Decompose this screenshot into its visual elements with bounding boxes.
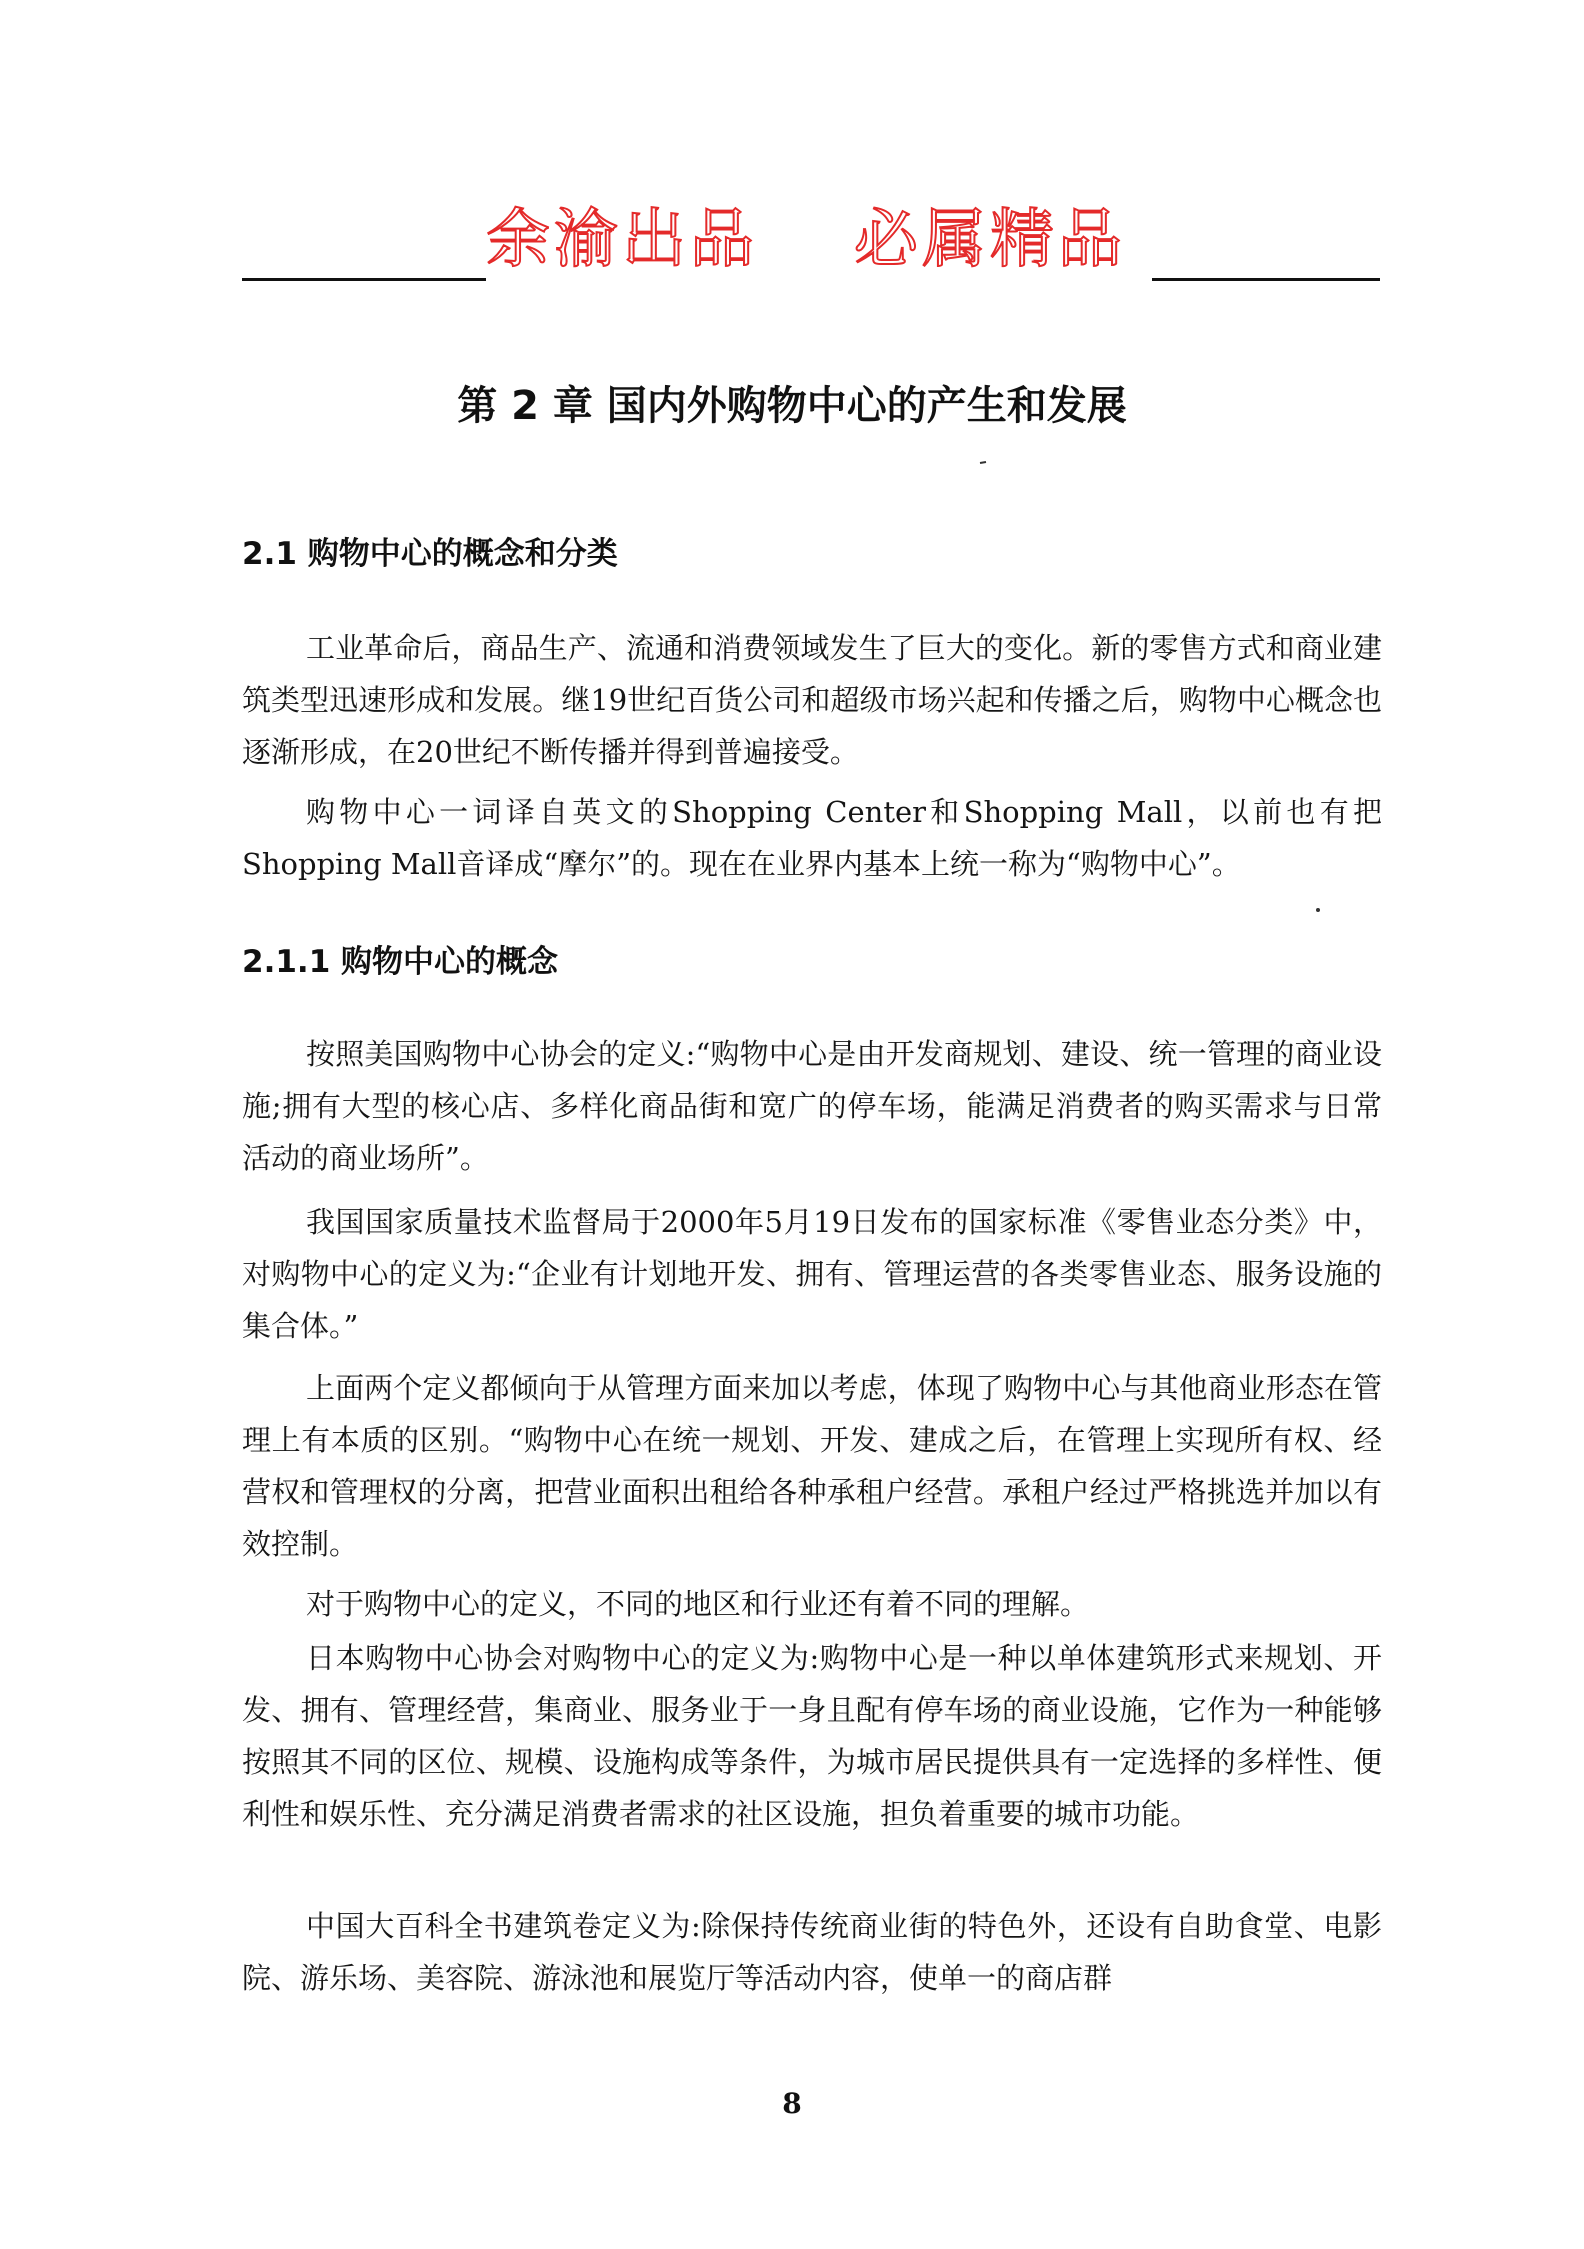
section-heading-2-1-1: 2.1.1 购物中心的概念 <box>242 944 559 980</box>
chapter-title: 第 2 章 国内外购物中心的产生和发展 <box>457 383 1127 429</box>
header-rule-right <box>1152 278 1380 281</box>
scan-speck <box>980 462 986 463</box>
watermark-text-left: 余渝出品 <box>486 203 758 277</box>
watermark-text-right: 必属精品 <box>854 203 1126 277</box>
section-heading-2-1: 2.1 购物中心的概念和分类 <box>242 536 618 572</box>
page-number: 8 <box>782 2087 802 2120</box>
header-rule-left <box>242 278 486 281</box>
header-watermark <box>242 200 1382 292</box>
paragraph: 购物中心一词译自英文的Shopping Center和Shopping Mall，以前也有把Shopping Mall音译成“摩尔”的。现在在业界内基本上统一称为“购物中心”。 <box>242 795 1382 881</box>
paragraph: 对于购物中心的定义，不同的地区和行业还有着不同的理解。 <box>306 1587 1090 1621</box>
paragraph: 上面两个定义都倾向于从管理方面来加以考虑，体现了购物中心与其他商业形态在管理上有本质的区别。“购物中心在统一规划、开发、建成之后，在管理上实现所有权、经营权和管理权的分离，把营业面积出租给各种承租户经营。承租户经过严格挑选并加以有效控制。 <box>242 1371 1382 1561</box>
paragraph: 按照美国购物中心协会的定义:“购物中心是由开发商规划、建设、统一管理的商业设施;拥有大型的核心店、多样化商品街和宽广的停车场，能满足消费者的购买需求与日常活动的商业场所”。 <box>242 1037 1382 1175</box>
paragraph: 日本购物中心协会对购物中心的定义为:购物中心是一种以单体建筑形式来规划、开发、拥有、管理经营，集商业、服务业于一身且配有停车场的商业设施，它作为一种能够按照其不同的区位、规模、设施构成等条件，为城市居民提供具有一定选择的多样性、便利性和娱乐性、充分满足消费者需求的社区设施，担负着重要的城市功能。 <box>242 1641 1382 1831</box>
paragraph: 工业革命后，商品生产、流通和消费领域发生了巨大的变化。新的零售方式和商业建筑类型迅速形成和发展。继19世纪百货公司和超级市场兴起和传播之后，购物中心概念也逐渐形成，在20世纪不断传播并得到普遍接受。 <box>242 631 1382 769</box>
paragraph: 中国大百科全书建筑卷定义为:除保持传统商业街的特色外，还设有自助食堂、电影院、游乐场、美容院、游泳池和展览厅等活动内容，使单一的商店群 <box>242 1909 1382 1995</box>
scan-speck <box>1316 908 1320 912</box>
paragraph: 我国国家质量技术监督局于2000年5月19日发布的国家标准《零售业态分类》中，对购物中心的定义为:“企业有计划地开发、拥有、管理运营的各类零售业态、服务设施的集合体。” <box>242 1205 1382 1343</box>
